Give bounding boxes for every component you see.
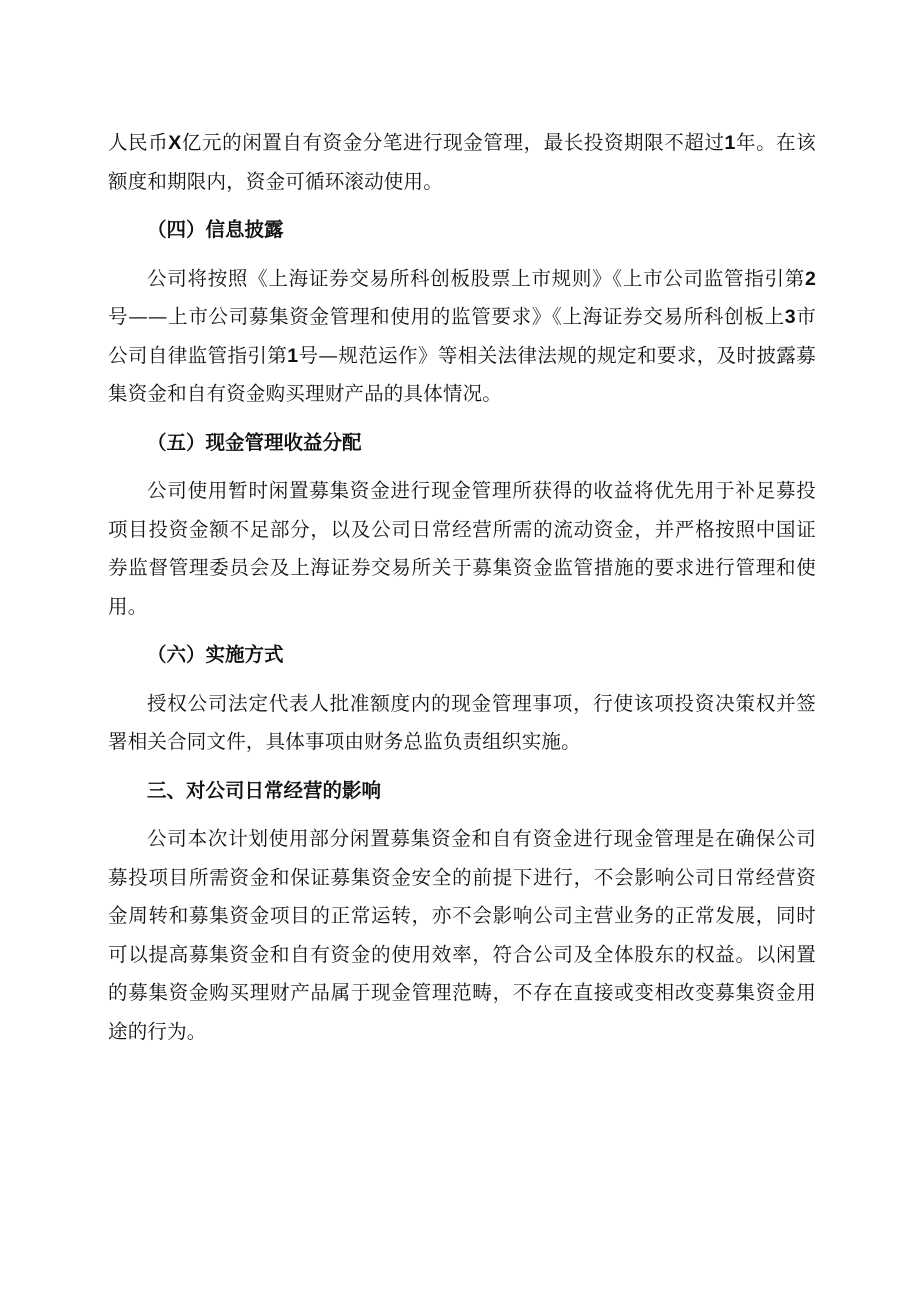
text-segment: 公司将按照《上海证券交易所科创板股票上市规则》《上市公司监管指引第 bbox=[147, 266, 805, 290]
guideline-number: 1 bbox=[287, 344, 299, 367]
heading-implementation: （六）实施方式 bbox=[147, 643, 284, 666]
paragraph-implementation: 授权公司法定代表人批准额度内的现金管理事项，行使该项投资决策权并签署相关合同文件，具体事项由财务总监负责组织实施。 bbox=[108, 691, 816, 753]
text-segment: 号——上市公司募集资金管理和使用的监管要求》《上海证券交易所科创板上 bbox=[108, 305, 785, 328]
text-segment: 亿元的闲置自有资金分笔进行现金管理，最长投资期限不超过 bbox=[181, 131, 725, 154]
heading-income-distribution: （五）现金管理收益分配 bbox=[147, 430, 362, 454]
text-segment: 市公司自律监管指引第 bbox=[108, 305, 816, 367]
paragraph-information-disclosure bbox=[108, 260, 816, 414]
heading-information-disclosure: （四）信息披露 bbox=[147, 218, 284, 241]
document-body bbox=[108, 124, 816, 1061]
text-segment: 号—规范运作》等相关法律法规的规定和要求，及时披露募集资金和自有资金购买理财产品的具体情况。 bbox=[108, 343, 816, 405]
paragraph-amount-limit bbox=[108, 124, 816, 201]
text-segment: 人民币 bbox=[108, 131, 169, 154]
text-segment: 年。在该额度和期限内，资金可循环滚动使用。 bbox=[108, 131, 816, 193]
paragraph-impact-on-operations: 公司本次计划使用部分闲置募集资金和自有资金进行现金管理是在确保公司募投项目所需资金和保证募集资金安全的前提下进行，不会影响公司日常经营资金周转和募集资金项目的正常运转，亦不会影响公司主营业务的正常发展，同时可以提高募集资金和自有资金的使用效率，符合公司及全体股东的权益。以闲置的募集资金购买理财产品属于现金管理范畴，不存在直接或变相改变募集资金用途的行为。 bbox=[108, 827, 816, 1043]
amount-placeholder: X bbox=[168, 132, 182, 154]
page-number: 3 bbox=[784, 306, 796, 328]
heading-impact-on-operations: 三、对公司日常经营的影响 bbox=[147, 778, 382, 802]
paragraph-income-distribution: 公司使用暂时闲置募集资金进行现金管理所获得的收益将优先用于补足募投项目投资金额不足部分，以及公司日常经营所需的流动资金，并严格按照中国证券监督管理委员会及上海证券交易所关于募集资金监管措施的要求进行管理和使用。 bbox=[108, 479, 816, 618]
term-years: 1 bbox=[724, 132, 736, 154]
guideline-number: 2 bbox=[804, 267, 816, 290]
